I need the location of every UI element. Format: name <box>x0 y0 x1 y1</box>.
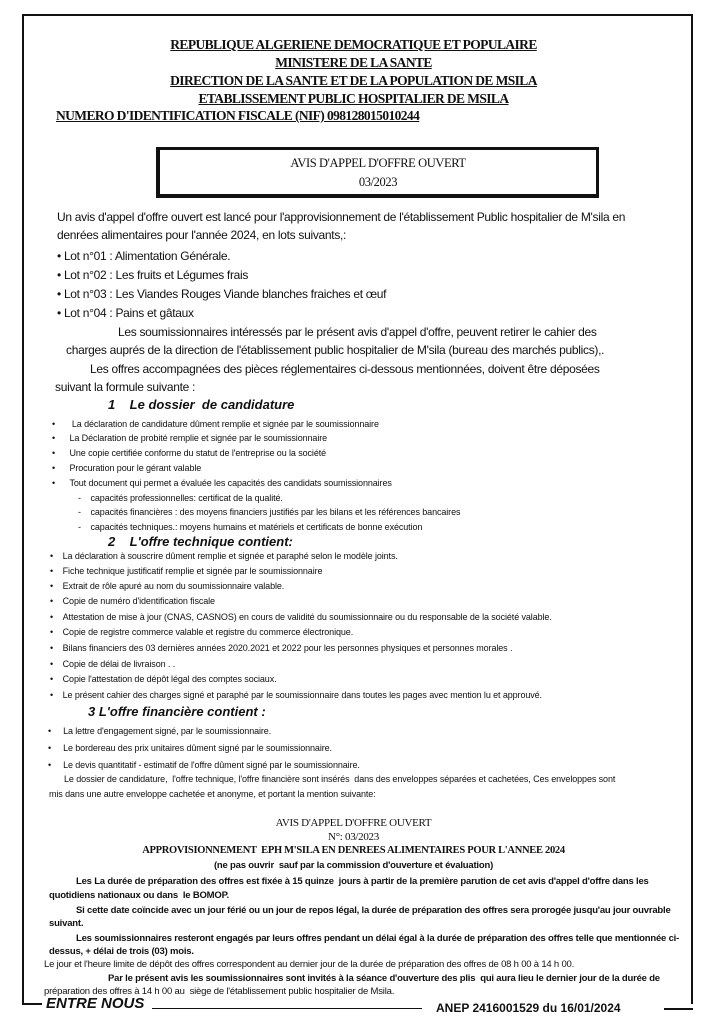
sub-item: - capacités professionnelles: certificat de la qualité. <box>78 493 283 503</box>
frame-border-bottom <box>152 1008 422 1009</box>
item-text: Le bordereau des prix unitaires dûment signé par le soumissionnaire. <box>63 743 332 753</box>
list-item: • Copie de registre commerce valable et registre du commerce électronique. <box>50 627 354 637</box>
sub-item: - capacités financières : des moyens financiers justifiés par les bilans et les références bancaires <box>78 507 461 517</box>
list-item: • La déclaration à souscrire dûment remplie et signée et paraphé selon le modèle joints. <box>50 551 398 561</box>
header-line: MINISTERE DE LA SANTE <box>275 55 432 70</box>
mention-title: AVIS D'APPEL D'OFFRE OUVERT <box>275 817 432 829</box>
header-line: REPUBLIQUE ALGERIENE DEMOCRATIQUE ET POPULAIRE <box>170 37 537 52</box>
text-line: Les La durée de préparation des offres est fixée à 15 quinze jours à partir de la première parution de cet avis d'appel d'offre dans les <box>76 876 649 887</box>
list-item: • Copie l'attestation de dépôt légal des comptes sociaux. <box>50 674 277 684</box>
list-item: • Copie de délai de livraison . . <box>50 659 176 669</box>
footer-entre-nous: ENTRE NOUS <box>46 995 145 1012</box>
list-item: • Copie de numéro d'identification fiscale <box>50 596 215 606</box>
text-line: Les offres accompagnées des pièces réglementaires ci-dessous mentionnées, doivent être déposées <box>90 362 600 376</box>
item-text: Copie de registre commerce valable et registre du commerce électronique. <box>62 627 354 637</box>
item-text: Extrait de rôle apuré au nom du soumissionnaire valable. <box>62 581 285 591</box>
header-line: ETABLISSEMENT PUBLIC HOSPITALIER DE MSILA <box>198 91 509 106</box>
item-text: Une copie certifiée conforme du statut de l'entreprise ou la société <box>69 448 327 458</box>
item-text: Copie de délai de livraison . . <box>62 659 176 669</box>
lot-label: Lot n°02 : Les fruits et Légumes frais <box>63 268 249 282</box>
item-text: Fiche technique justificatif remplie et signée par le soumissionnaire <box>62 566 323 576</box>
lot-label: Lot n°04 : Pains et gâtaux <box>63 306 194 320</box>
lot-item: • Lot n°01 : Alimentation Générale. <box>57 249 231 263</box>
list-item: • Extrait de rôle apuré au nom du soumissionnaire valable. <box>50 581 285 591</box>
item-text: Le présent cahier des charges signé et paraphé par le soumissionnaire dans toutes les pages avec mention lu et approuvé. <box>62 690 542 700</box>
text-line: dessus, + délai de trois (03) mois. <box>49 946 194 957</box>
item-text: Le devis quantitatif - estimatif de l'offre dûment signé par le soumissionnaire. <box>63 760 360 770</box>
item-text: capacités professionnelles: certificat de la qualité. <box>90 493 283 503</box>
text-line: quotidiens nationaux ou dans le BOMOP. <box>49 890 229 901</box>
text-line: Les soumissionnaires intéressés par le présent avis d'appel d'offre, peuvent retirer le cahier des <box>118 325 597 339</box>
text-line: Par le présent avis les soumissionnaires sont invités à la séance d'ouverture des plis qui aura lieu le dernier jour de la durée de <box>108 973 660 984</box>
lot-label: Lot n°01 : Alimentation Générale. <box>63 249 231 263</box>
notice-title: AVIS D'APPEL D'OFFRE OUVERT <box>290 156 466 170</box>
list-item: • La Déclaration de probité remplie et signée par le soumissionnaire <box>52 433 328 443</box>
list-item: • Le présent cahier des charges signé et paraphé par le soumissionnaire dans toutes les pages avec mention lu et approuvé. <box>50 690 542 700</box>
mention-note: (ne pas ouvrir sauf par la commission d'ouverture et évaluation) <box>213 860 494 871</box>
text-line: Les soumissionnaires resteront engagés par leurs offres pendant un délai égal à la durée de préparation des offres telle que mentionnée ci- <box>76 933 680 944</box>
frame-border-bottom <box>664 1008 693 1010</box>
item-text: La déclaration à souscrire dûment remplie et signée et paraphé selon le modèle joints. <box>62 551 398 561</box>
list-item: • Bilans financiers des 03 dernières années 2020.2021 et 2022 pour les personnes physiques et personnes morales . <box>50 643 513 653</box>
list-item: • Une copie certifiée conforme du statut de l'entreprise ou la société <box>52 448 327 458</box>
item-text: Copie de numéro d'identification fiscale <box>62 596 215 606</box>
footer-anep-reference: ANEP 2416001529 du 16/01/2024 <box>436 1001 621 1015</box>
mention-number: N°: 03/2023 <box>328 831 379 843</box>
item-text: capacités financières : des moyens financiers justifiés par les bilans et les références bancaires <box>90 507 461 517</box>
item-text: La Déclaration de probité remplie et signée par le soumissionnaire <box>69 433 328 443</box>
text-line: suivant. <box>49 918 84 929</box>
text-line: denrées alimentaires pour l'année 2024, en lots suivants,: <box>57 228 347 242</box>
header-line: DIRECTION DE LA SANTE ET DE LA POPULATION DE MSILA <box>170 73 537 88</box>
item-text: La déclaration de candidature dûment remplie et signée par le soumissionnaire <box>71 419 379 429</box>
item-text: Procuration pour le gérant valable <box>69 463 202 473</box>
text-line: mis dans une autre enveloppe cachetée et anonyme, et portant la mention suivante: <box>49 789 376 799</box>
list-item: • Procuration pour le gérant valable <box>52 463 202 473</box>
section-heading: 1 Le dossier de candidature <box>108 397 295 412</box>
text-line: Le jour et l'heure limite de dépôt des offres correspondent au dernier jour de la durée de préparation des offres de 08 h 00 à 14 h 00. <box>44 959 575 970</box>
sub-item: - capacités techniques.: moyens humains et matériels et certificats de bonne exécution <box>78 522 423 532</box>
frame-border-top <box>22 14 693 16</box>
list-item: • La lettre d'engagement signé, par le soumissionnaire. <box>48 726 272 736</box>
list-item: • Tout document qui permet a évaluée les capacités des candidats soumissionnaires <box>52 478 392 488</box>
title-box <box>156 147 599 198</box>
text-line: préparation des offres à 14 h 00 au siège de l'établissement public hospitalier de Msila. <box>44 986 395 997</box>
text-line: Un avis d'appel d'offre ouvert est lancé pour l'approvisionnement de l'établissement Public hospitalier de M'sila en <box>57 210 626 224</box>
mention-object: APPROVISIONNEMENT EPH M'SILA EN DENREES ALIMENTAIRES POUR L'ANNEE 2024 <box>142 845 565 856</box>
list-item: • Fiche technique justificatif remplie et signée par le soumissionnaire <box>50 566 323 576</box>
item-text: Bilans financiers des 03 dernières années 2020.2021 et 2022 pour les personnes physiques et personnes morales . <box>62 643 513 653</box>
item-text: La lettre d'engagement signé, par le soumissionnaire. <box>63 726 272 736</box>
item-text: Copie l'attestation de dépôt légal des comptes sociaux. <box>62 674 277 684</box>
item-text: Attestation de mise à jour (CNAS, CASNOS) en cours de validité du soumissionnaire ou du responsable de la société valable. <box>62 612 552 622</box>
section-heading: 2 L'offre technique contient: <box>108 534 293 549</box>
text-line: Le dossier de candidature, l'offre technique, l'offre financière sont insérés dans des enveloppes séparées et cachetées, Ces enveloppes sont <box>64 774 616 784</box>
list-item: • Attestation de mise à jour (CNAS, CASNOS) en cours de validité du soumissionnaire ou du responsable de la société valable. <box>50 612 552 622</box>
text-line: suivant la formule suivante : <box>55 380 196 394</box>
list-item: • La déclaration de candidature dûment remplie et signée par le soumissionnaire <box>52 419 379 429</box>
lot-item: • Lot n°02 : Les fruits et Légumes frais <box>57 268 249 282</box>
list-item: • Le bordereau des prix unitaires dûment signé par le soumissionnaire. <box>48 743 332 753</box>
text-line: charges auprés de la direction de l'établissement public hospitalier de M'sila (bureau des marchés publics),. <box>66 343 605 357</box>
item-text: capacités techniques.: moyens humains et matériels et certificats de bonne exécution <box>90 522 423 532</box>
section-heading: 3 L'offre financière contient : <box>88 704 266 719</box>
notice-number: 03/2023 <box>358 175 398 189</box>
nif-line: NUMERO D'IDENTIFICATION FISCALE (NIF) 098128015010244 <box>56 108 420 123</box>
lot-item: • Lot n°03 : Les Viandes Rouges Viande blanches fraiches et œuf <box>57 287 387 301</box>
text-line: Si cette date coïncide avec un jour férié ou un jour de repos légal, la durée de préparation des offres sera prorogée jusqu'au jour ouvrable <box>76 905 671 916</box>
list-item: • Le devis quantitatif - estimatif de l'offre dûment signé par le soumissionnaire. <box>48 760 360 770</box>
item-text: Tout document qui permet a évaluée les capacités des candidats soumissionnaires <box>69 478 392 488</box>
frame-border-bottom <box>22 1003 42 1005</box>
lot-item: • Lot n°04 : Pains et gâtaux <box>57 306 194 320</box>
lot-label: Lot n°03 : Les Viandes Rouges Viande blanches fraiches et œuf <box>63 287 387 301</box>
